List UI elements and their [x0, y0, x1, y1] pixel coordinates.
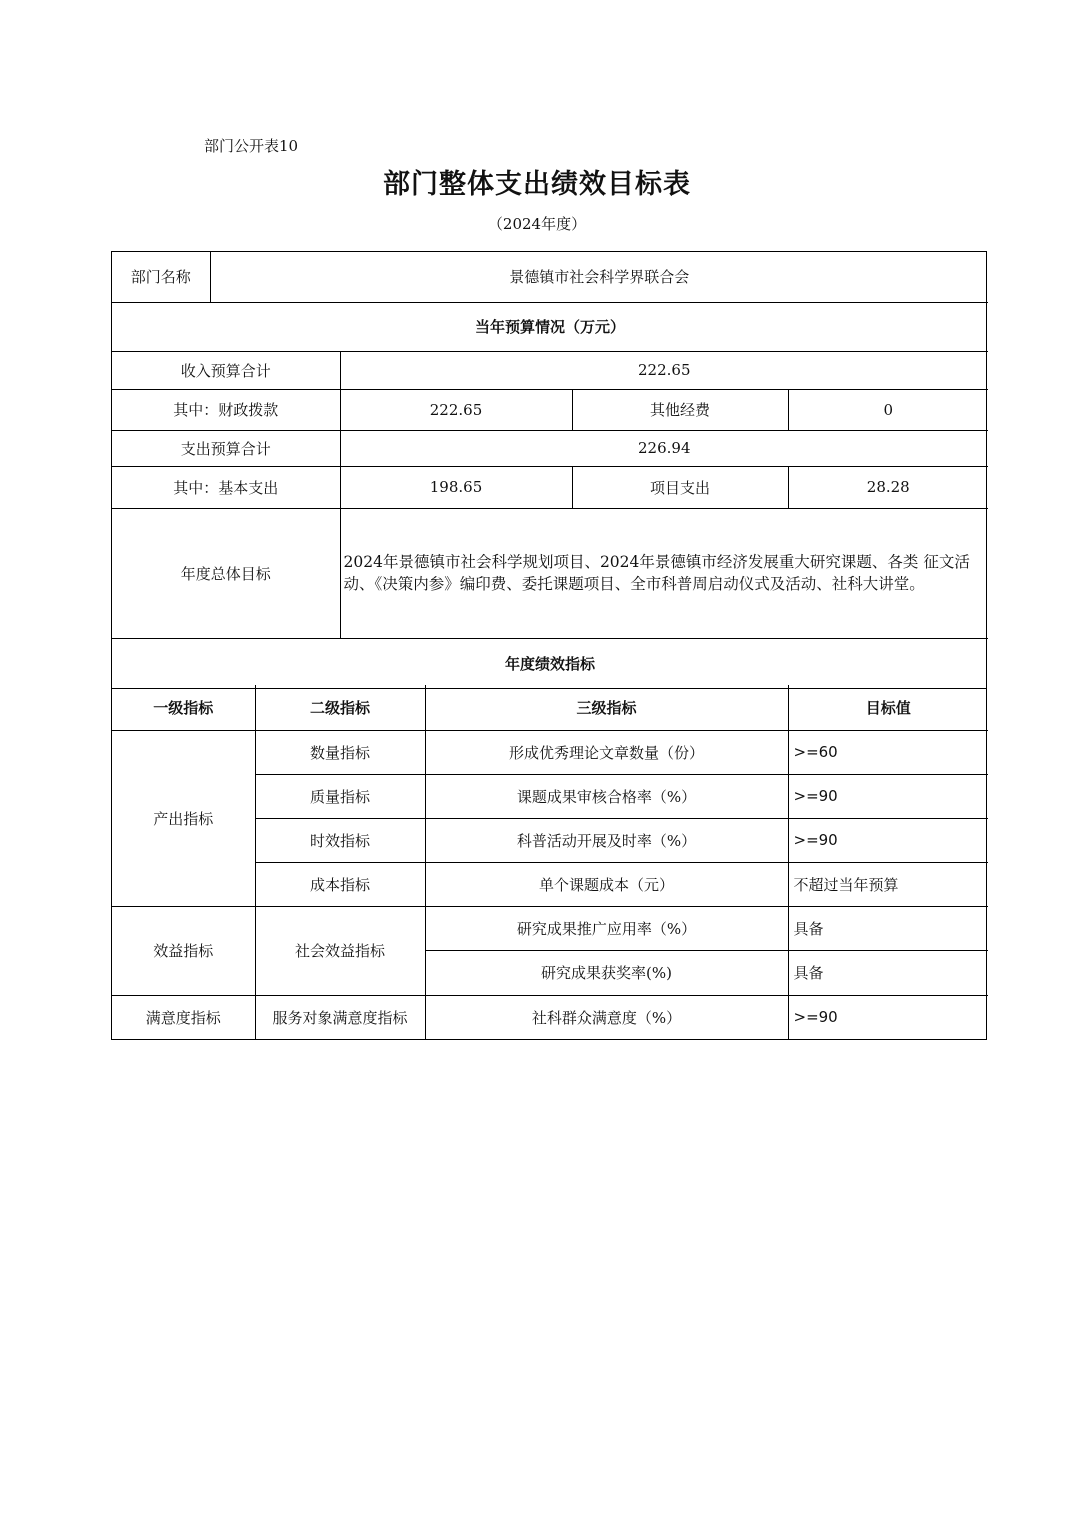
performance-header-row [112, 685, 988, 730]
fiscal-label: 其中：财政拨款 [112, 389, 340, 430]
income-total-value: 222.65 [340, 351, 988, 389]
fiscal-value: 222.65 [340, 389, 572, 430]
target-cell: 不超过当年预算 [788, 862, 988, 906]
project-value: 28.28 [788, 466, 988, 508]
col-header-level1: 一级指标 [112, 685, 255, 730]
form-number: 部门公开表10 [204, 137, 299, 155]
project-label: 项目支出 [572, 466, 788, 508]
other-label: 其他经费 [572, 389, 788, 430]
expense-total-label: 支出预算合计 [112, 430, 340, 466]
dept-name: 景德镇市社会科学界联合会 [210, 252, 988, 302]
target-cell: >=90 [788, 774, 988, 818]
basic-row [112, 466, 988, 508]
other-value: 0 [788, 389, 988, 430]
target-cell: 具备 [788, 950, 988, 995]
level2-cell: 时效指标 [255, 818, 425, 862]
level1-benefit: 效益指标 [112, 906, 255, 995]
level1-output: 产出指标 [112, 730, 255, 906]
level2-social-benefit: 社会效益指标 [255, 906, 425, 995]
performance-section-title: 年度绩效指标 [112, 638, 988, 688]
level3-cell: 科普活动开展及时率（%） [425, 818, 788, 862]
level3-cell: 单个课题成本（元） [425, 862, 788, 906]
dept-row [112, 252, 988, 302]
target-cell: >=90 [788, 995, 988, 1039]
col-header-target: 目标值 [788, 685, 988, 730]
level3-cell: 社科群众满意度（%） [425, 995, 788, 1039]
basic-label: 其中：基本支出 [112, 466, 340, 508]
performance-section-row [112, 638, 988, 688]
level2-cell: 数量指标 [255, 730, 425, 774]
budget-section-title: 当年预算情况（万元） [112, 302, 988, 351]
budget-table [111, 251, 987, 689]
level1-satisfaction: 满意度指标 [112, 995, 255, 1039]
basic-value: 198.65 [340, 466, 572, 508]
budget-section-row [112, 302, 988, 351]
fiscal-year: （2024年度） [487, 215, 587, 233]
goal-row [112, 508, 988, 638]
level2-cell: 成本指标 [255, 862, 425, 906]
level3-cell: 形成优秀理论文章数量（份） [425, 730, 788, 774]
expense-total-value: 226.94 [340, 430, 988, 466]
col-header-level3: 三级指标 [425, 685, 788, 730]
income-total-label: 收入预算合计 [112, 351, 340, 389]
income-total-row [112, 351, 988, 389]
level3-cell: 研究成果获奖率(%) [425, 950, 788, 995]
table-row [112, 730, 988, 774]
goal-label: 年度总体目标 [112, 508, 340, 638]
target-cell: >=60 [788, 730, 988, 774]
level3-cell: 研究成果推广应用率（%） [425, 906, 788, 950]
target-cell: >=90 [788, 818, 988, 862]
performance-table [111, 685, 987, 1040]
goal-text: 2024年景德镇市社会科学规划项目、2024年景德镇市经济发展重大研究课题、各类 征文活动、《决策内参》编印费、委托课题项目、全市科普周启动仪式及活动、社科大讲堂。 [340, 508, 988, 638]
page-title: 部门整体支出绩效目标表 [383, 169, 691, 200]
level3-cell: 课题成果审核合格率（%） [425, 774, 788, 818]
table-row [112, 995, 988, 1039]
fiscal-row [112, 389, 988, 430]
dept-label: 部门名称 [112, 252, 210, 302]
level2-service-satisfaction: 服务对象满意度指标 [255, 995, 425, 1039]
col-header-level2: 二级指标 [255, 685, 425, 730]
table-row [112, 906, 988, 950]
target-cell: 具备 [788, 906, 988, 950]
expense-total-row [112, 430, 988, 466]
level2-cell: 质量指标 [255, 774, 425, 818]
